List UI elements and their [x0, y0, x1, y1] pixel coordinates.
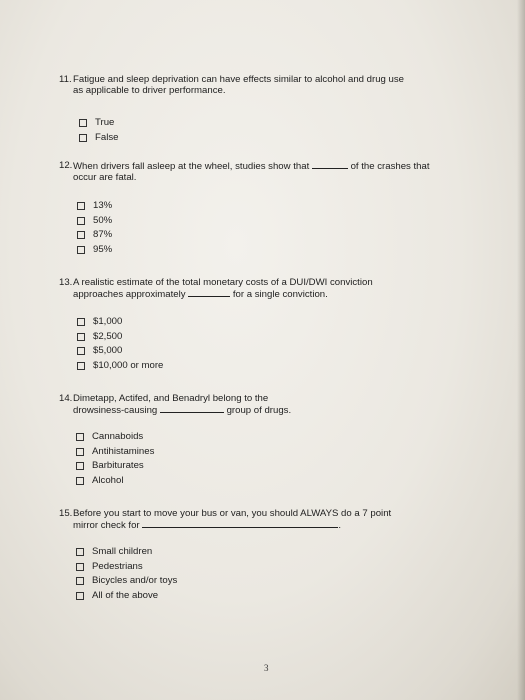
question-text-line: as applicable to driver performance. — [73, 85, 226, 96]
question-text-line: Dimetapp, Actifed, and Benadryl belong to the — [73, 393, 269, 404]
checkbox[interactable] — [76, 462, 84, 470]
question-text-line: Before you start to move your bus or van, you should ALWAYS do a 7 point — [73, 508, 392, 519]
answer-blank[interactable] — [142, 519, 338, 528]
checkbox[interactable] — [77, 202, 85, 210]
answer-blank[interactable] — [188, 288, 230, 297]
question-text: When drivers fall asleep at the wheel, studies show that — [73, 161, 310, 172]
checkbox[interactable] — [76, 577, 84, 585]
checkbox[interactable] — [76, 477, 84, 485]
checkbox[interactable] — [77, 246, 85, 254]
question-text-line: A realistic estimate of the total monetary costs of a DUI/DWI conviction — [73, 277, 373, 288]
question-text: group of drugs. — [226, 405, 292, 416]
page-edge-shadow — [517, 0, 525, 700]
checkbox[interactable] — [76, 433, 84, 441]
checkbox[interactable] — [77, 318, 85, 326]
answer-blank[interactable] — [160, 404, 224, 413]
answer-blank[interactable] — [312, 160, 348, 169]
checkbox[interactable] — [77, 231, 85, 239]
question-text-line: Fatigue and sleep deprivation can have effects similar to alcohol and drug use — [73, 74, 405, 85]
checkbox[interactable] — [76, 448, 84, 456]
question-text: approaches approximately — [73, 289, 186, 300]
question-text-line: occur are fatal. — [73, 172, 137, 183]
question-number: 12. — [59, 160, 73, 171]
question-number: 11. — [59, 74, 72, 85]
checkbox[interactable] — [77, 333, 85, 341]
checkbox[interactable] — [79, 119, 87, 127]
checkbox[interactable] — [76, 592, 84, 600]
question-text: mirror check for — [73, 520, 140, 531]
question-text: drowsiness-causing — [73, 405, 158, 416]
question-number: 13. — [59, 277, 73, 288]
question-number: 14. — [59, 393, 73, 404]
question-text: of the crashes that — [350, 161, 430, 172]
worksheet-page: 11. Fatigue and sleep deprivation can have effects similar to alcohol and drug use as applicable to driver performance. True False 12. When drivers fall asleep at the wheel, studies show that of the crashes that occur are fatal. 13% 50% 87% 95% 13. A realistic estimate of the total monetary costs of a DUI/DWI conviction approaches approximately for a single conviction. $1,000 $2,500 $5,000 $10,000 or more 14. Dimetapp, Actifed, and Benadryl belong to the drowsiness-causing group of drugs. Cannaboids Antihistamines Barbiturates Alcohol 15. Before you start to move your bus or van, you should ALWAYS do a 7 point mirror check for . Small children Pedestrians Bicycles and/or toys All of the above 3 — [0, 0, 525, 700]
checkbox[interactable] — [77, 362, 85, 370]
checkbox[interactable] — [79, 134, 87, 142]
question-text: for a single conviction. — [232, 289, 328, 300]
checkbox[interactable] — [77, 217, 85, 225]
checkbox[interactable] — [76, 548, 84, 556]
question-number: 15. — [59, 508, 73, 519]
checkbox[interactable] — [77, 347, 85, 355]
checkbox[interactable] — [76, 563, 84, 571]
question-text: . — [338, 520, 341, 531]
page-number: 3 — [264, 663, 269, 673]
